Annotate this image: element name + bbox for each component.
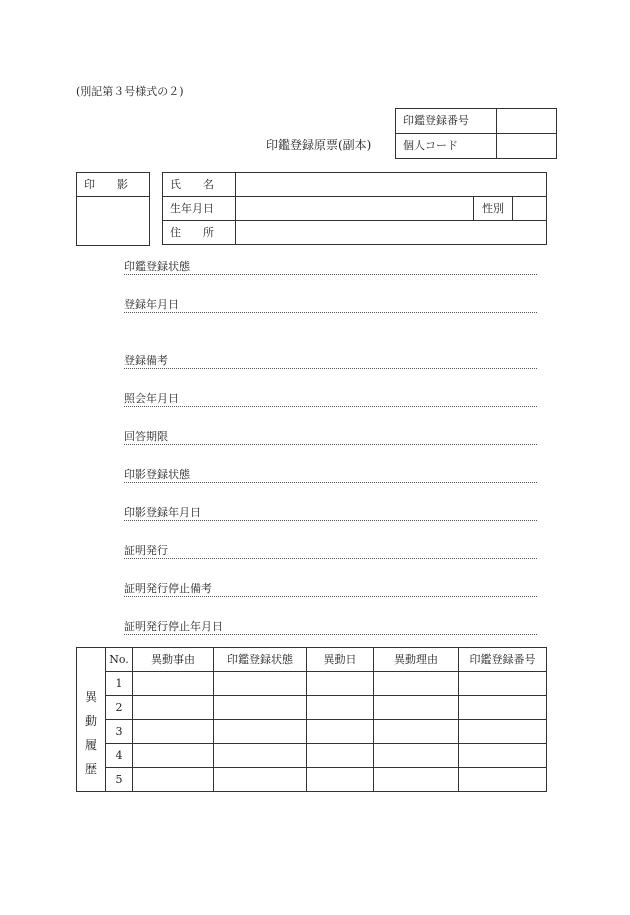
cell[interactable] [214,672,307,696]
cell[interactable] [307,672,374,696]
sex-cell[interactable] [512,197,546,221]
row-number: 1 [106,672,133,696]
cell[interactable] [133,744,214,768]
header-no: No. [106,648,133,672]
name-label: 氏 名 [163,173,236,197]
field-label: 印影登録状態 [124,468,190,481]
field-certificate-suspension-remarks[interactable] [124,580,537,597]
history-side-label [77,648,106,792]
field-certificate-issuance[interactable] [124,542,537,559]
address-label: 住 所 [163,221,236,245]
cell[interactable] [307,720,374,744]
table-row [77,672,547,696]
field-certificate-suspension-date[interactable] [124,618,537,635]
seal-impression-area[interactable] [77,197,150,246]
sex-label: 性別 [474,197,513,221]
cell[interactable] [307,744,374,768]
row-number: 4 [106,744,133,768]
field-registration-remarks[interactable] [124,352,537,369]
cell[interactable] [133,672,214,696]
field-label: 回答期限 [124,430,168,443]
field-label: 印鑑登録状態 [124,260,190,273]
field-label: 登録年月日 [124,298,179,311]
field-label: 照会年月日 [124,392,179,405]
field-label: 登録備考 [124,354,168,367]
field-label: 証明発行停止備考 [124,582,212,595]
cell[interactable] [459,744,547,768]
cell[interactable] [374,720,459,744]
table-row [77,768,547,792]
page-title: 印鑑登録原票(副本) [266,138,372,152]
cell[interactable] [459,696,547,720]
table-row [77,744,547,768]
seal-box [76,172,150,246]
side-char: 履 [84,737,97,752]
history-table [76,647,547,792]
field-seal-registration-status[interactable] [124,258,537,275]
cell[interactable] [459,720,547,744]
address-cell[interactable] [236,221,547,245]
registration-number-cell[interactable] [497,109,557,134]
table-row [77,696,547,720]
registration-box [395,108,557,159]
field-impression-registration-status[interactable] [124,466,537,483]
cell[interactable] [133,768,214,792]
cell[interactable] [214,720,307,744]
cell[interactable] [374,672,459,696]
header-seal-status: 印鑑登録状態 [214,648,307,672]
field-label: 証明発行停止年月日 [124,620,223,633]
field-reply-deadline[interactable] [124,428,537,445]
side-char: 異 [84,689,97,704]
field-impression-registration-date[interactable] [124,504,537,521]
header-registration-number: 印鑑登録番号 [459,648,547,672]
cell[interactable] [214,696,307,720]
birth-date-cell[interactable] [236,197,474,221]
field-inquiry-date[interactable] [124,390,537,407]
form-number: (別記第３号様式の２) [76,85,184,98]
cell[interactable] [374,744,459,768]
cell[interactable] [374,696,459,720]
personal-info-table [162,172,547,245]
seal-label: 印 影 [77,173,150,197]
personal-code-cell[interactable] [497,134,557,159]
cell[interactable] [307,768,374,792]
personal-code-label: 個人コード [396,134,497,159]
cell[interactable] [214,744,307,768]
cell[interactable] [374,768,459,792]
cell[interactable] [133,720,214,744]
registration-number-label: 印鑑登録番号 [396,109,497,134]
field-registration-date[interactable] [124,296,537,313]
birth-date-label: 生年月日 [163,197,236,221]
header-change-date: 異動日 [307,648,374,672]
row-number: 2 [106,696,133,720]
field-label: 印影登録年月日 [124,506,201,519]
header-change-reason: 異動理由 [374,648,459,672]
field-label: 証明発行 [124,544,168,557]
row-number: 5 [106,768,133,792]
cell[interactable] [459,768,547,792]
cell[interactable] [214,768,307,792]
side-char: 歴 [84,761,97,776]
cell[interactable] [133,696,214,720]
header-change-reason-type: 異動事由 [133,648,214,672]
cell[interactable] [459,672,547,696]
row-number: 3 [106,720,133,744]
name-cell[interactable] [236,173,547,197]
side-char: 動 [84,713,97,728]
table-row [77,720,547,744]
cell[interactable] [307,696,374,720]
